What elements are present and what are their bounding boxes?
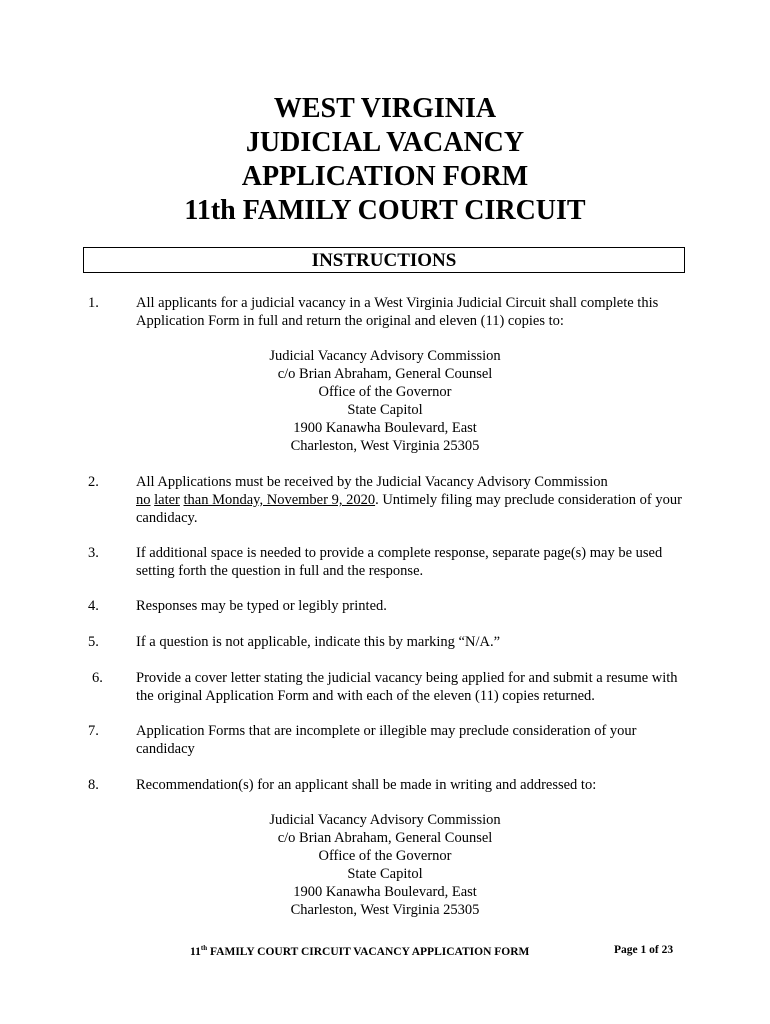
address-block-2 xyxy=(0,811,770,919)
form-title xyxy=(0,92,770,228)
item-number: 4. xyxy=(88,598,99,614)
deadline-underlined: no xyxy=(136,492,151,508)
footer-title xyxy=(190,944,529,958)
footer-title-text: FAMILY COURT CIRCUIT VACANCY APPLICATION FORM xyxy=(207,945,530,958)
address-line: State Capitol xyxy=(347,402,423,418)
deadline-underlined: later xyxy=(154,492,180,508)
footer-circuit-number: 11 xyxy=(190,945,201,958)
item-text: All applicants for a judicial vacancy in a West Virginia Judicial Circuit shall complete this Application Form in full and return the original and eleven (11) copies to: xyxy=(136,295,659,329)
title-line-3: APPLICATION FORM xyxy=(241,161,529,192)
address-line: c/o Brian Abraham, General Counsel xyxy=(277,830,493,846)
item-number: 8. xyxy=(88,777,99,793)
item-text: Application Forms that are incomplete or illegible may preclude consideration of your candidacy xyxy=(136,723,637,757)
item-number: 3. xyxy=(88,545,99,561)
item-text-part: . Untimely filing may preclude consideration of your candidacy. xyxy=(136,492,682,526)
item-number: 5. xyxy=(88,634,99,650)
item-number: 6. xyxy=(92,670,103,686)
address-line: State Capitol xyxy=(347,866,423,882)
item-number: 7. xyxy=(88,723,99,739)
address-line: Office of the Governor xyxy=(318,848,452,864)
item-number: 2. xyxy=(88,474,99,490)
address-line: 1900 Kanawha Boulevard, East xyxy=(293,420,477,436)
deadline-date: than Monday, November 9, 2020 xyxy=(183,492,376,508)
address-line: Judicial Vacancy Advisory Commission xyxy=(269,348,501,364)
title-line-2: JUDICIAL VACANCY xyxy=(245,127,525,158)
address-line: Office of the Governor xyxy=(318,384,452,400)
address-line: Judicial Vacancy Advisory Commission xyxy=(269,812,501,828)
item-text: Responses may be typed or legibly printed. xyxy=(136,598,387,614)
page-number: Page 1 of 23 xyxy=(614,944,674,956)
footer-ordinal: th xyxy=(200,944,208,952)
address-line: 1900 Kanawha Boulevard, East xyxy=(293,884,477,900)
item-text: If a question is not applicable, indicate this by marking “N/A.” xyxy=(136,634,501,650)
instructions-heading: INSTRUCTIONS xyxy=(83,247,685,273)
item-text: If additional space is needed to provide a complete response, separate page(s) may be used setting forth the question in full and the response. xyxy=(136,545,663,579)
address-line: c/o Brian Abraham, General Counsel xyxy=(277,366,493,382)
address-block-1 xyxy=(0,347,770,455)
title-line-1: WEST VIRGINIA xyxy=(273,93,497,124)
item-text xyxy=(136,473,696,527)
title-line-4: 11th FAMILY COURT CIRCUIT xyxy=(184,195,586,226)
item-text: Recommendation(s) for an applicant shall be made in writing and addressed to: xyxy=(136,777,597,793)
item-number: 1. xyxy=(88,295,99,311)
address-line: Charleston, West Virginia 25305 xyxy=(290,902,480,918)
address-line: Charleston, West Virginia 25305 xyxy=(290,438,480,454)
item-text-part: All Applications must be received by the Judicial Vacancy Advisory Commission xyxy=(136,474,608,490)
item-text: Provide a cover letter stating the judicial vacancy being applied for and submit a resume with the original Application Form and with each of the eleven (11) copies returned. xyxy=(136,670,678,704)
